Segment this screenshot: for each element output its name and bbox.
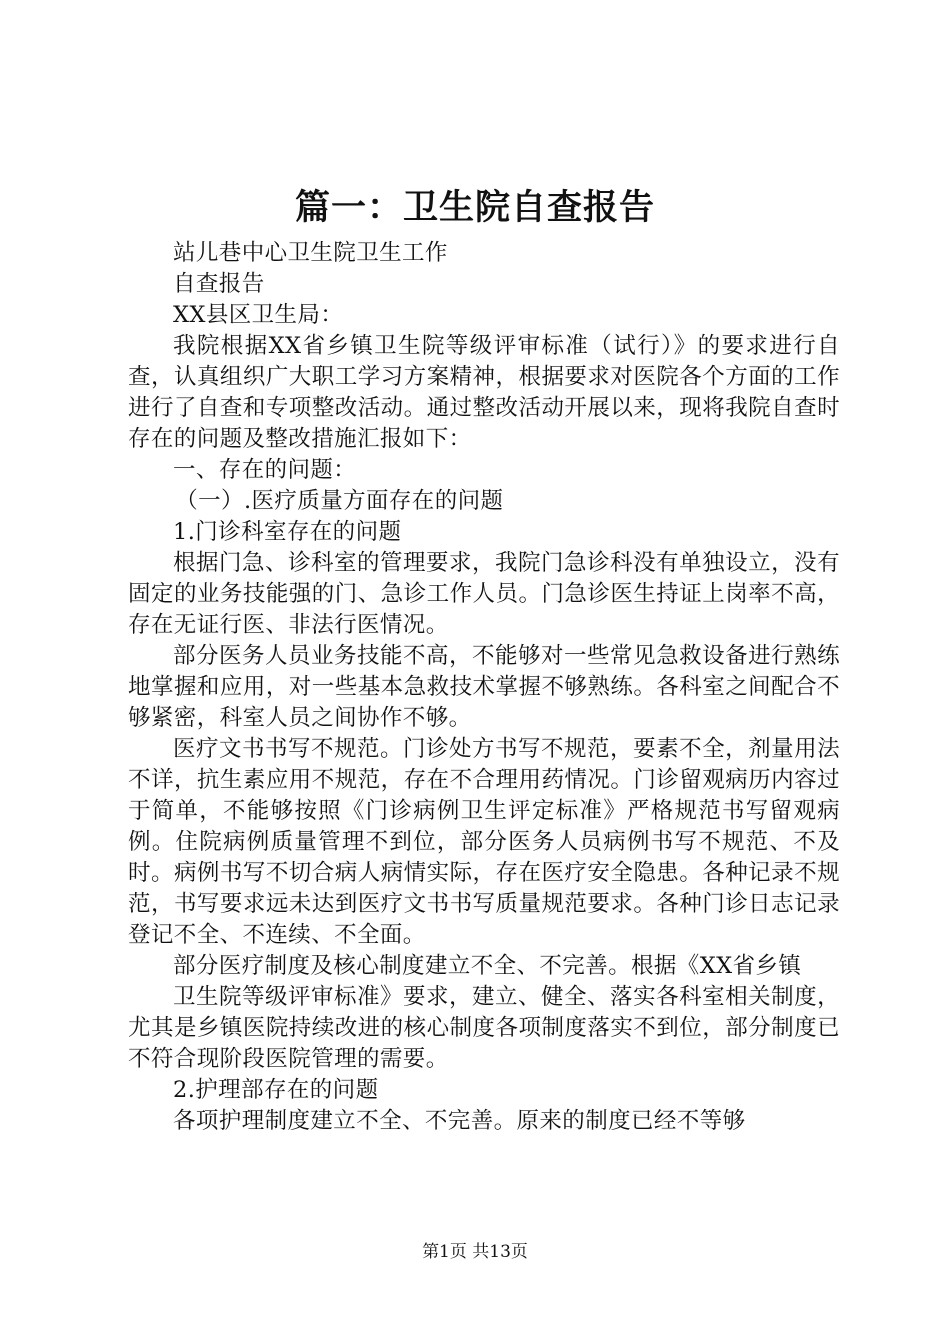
paragraph-nursing-system: 各项护理制度建立不全、不完善。原来的制度已经不等够: [173, 1108, 746, 1134]
item-heading-nursing: 2.护理部存在的问题: [173, 1077, 379, 1103]
paragraph-system-requirements: 卫生院等级评审标准》要求，建立、健全、落实各科室相关制度，尤其是乡镇医院持续改进的核心制度各项制度落实不到位，部分制度已不符合现阶段医院管理的需要。: [128, 984, 840, 1072]
item-heading-outpatient: 1.门诊科室存在的问题: [173, 519, 402, 545]
document-body: [128, 238, 840, 1137]
paragraph-outpatient-management: 根据门急、诊科室的管理要求，我院门急诊科没有单独设立，没有固定的业务技能强的门、急诊工作人员。门急诊医生持证上岗率不高，存在无证行医、非法行医情况。: [128, 550, 840, 638]
subsection-heading-medical-quality: （一）.医疗质量方面存在的问题: [175, 488, 504, 514]
page-number-footer: 第1页 共13页: [422, 1242, 528, 1262]
paragraph-hospital-name: 站儿巷中心卫生院卫生工作: [173, 240, 448, 266]
paragraph-introduction: 我院根据XX省乡镇卫生院等级评审标准（试行）》的要求进行自查，认真组织广大职工学习方案精神，根据要求对医院各个方面的工作进行了自查和专项整改活动。通过整改活动开展以来，现将我院自查时存在的问题及整改措施汇报如下：: [128, 333, 840, 452]
paragraph-addressee: XX县区卫生局：: [173, 302, 344, 328]
paragraph-system-incomplete: 部分医疗制度及核心制度建立不全、不完善。根据《XX省乡镇: [173, 953, 802, 979]
section-heading-problems: 一、存在的问题：: [173, 457, 357, 483]
paragraph-medical-records: 医疗文书书写不规范。门诊处方书写不规范，要素不全，剂量用法不详，抗生素应用不规范，存在不合理用药情况。门诊留观病历内容过于简单，不能够按照《门诊病例卫生评定标准》严格规范书写留观病例。住院病例质量管理不到位，部分医务人员病例书写不规范、不及时。病例书写不切合病人病情实际，存在医疗安全隐患。各种记录不规范，书写要求远未达到医疗文书书写质量规范要求。各种门诊日志记录登记不全、不连续、不全面。: [128, 736, 840, 948]
paragraph-report-label: 自查报告: [173, 271, 265, 297]
paragraph-staff-skills: 部分医务人员业务技能不高，不能够对一些常见急救设备进行熟练地掌握和应用，对一些基本急救技术掌握不够熟练。各科室之间配合不够紧密，科室人员之间协作不够。: [128, 643, 840, 731]
document-title: 篇一：卫生院自查报告: [294, 187, 655, 228]
